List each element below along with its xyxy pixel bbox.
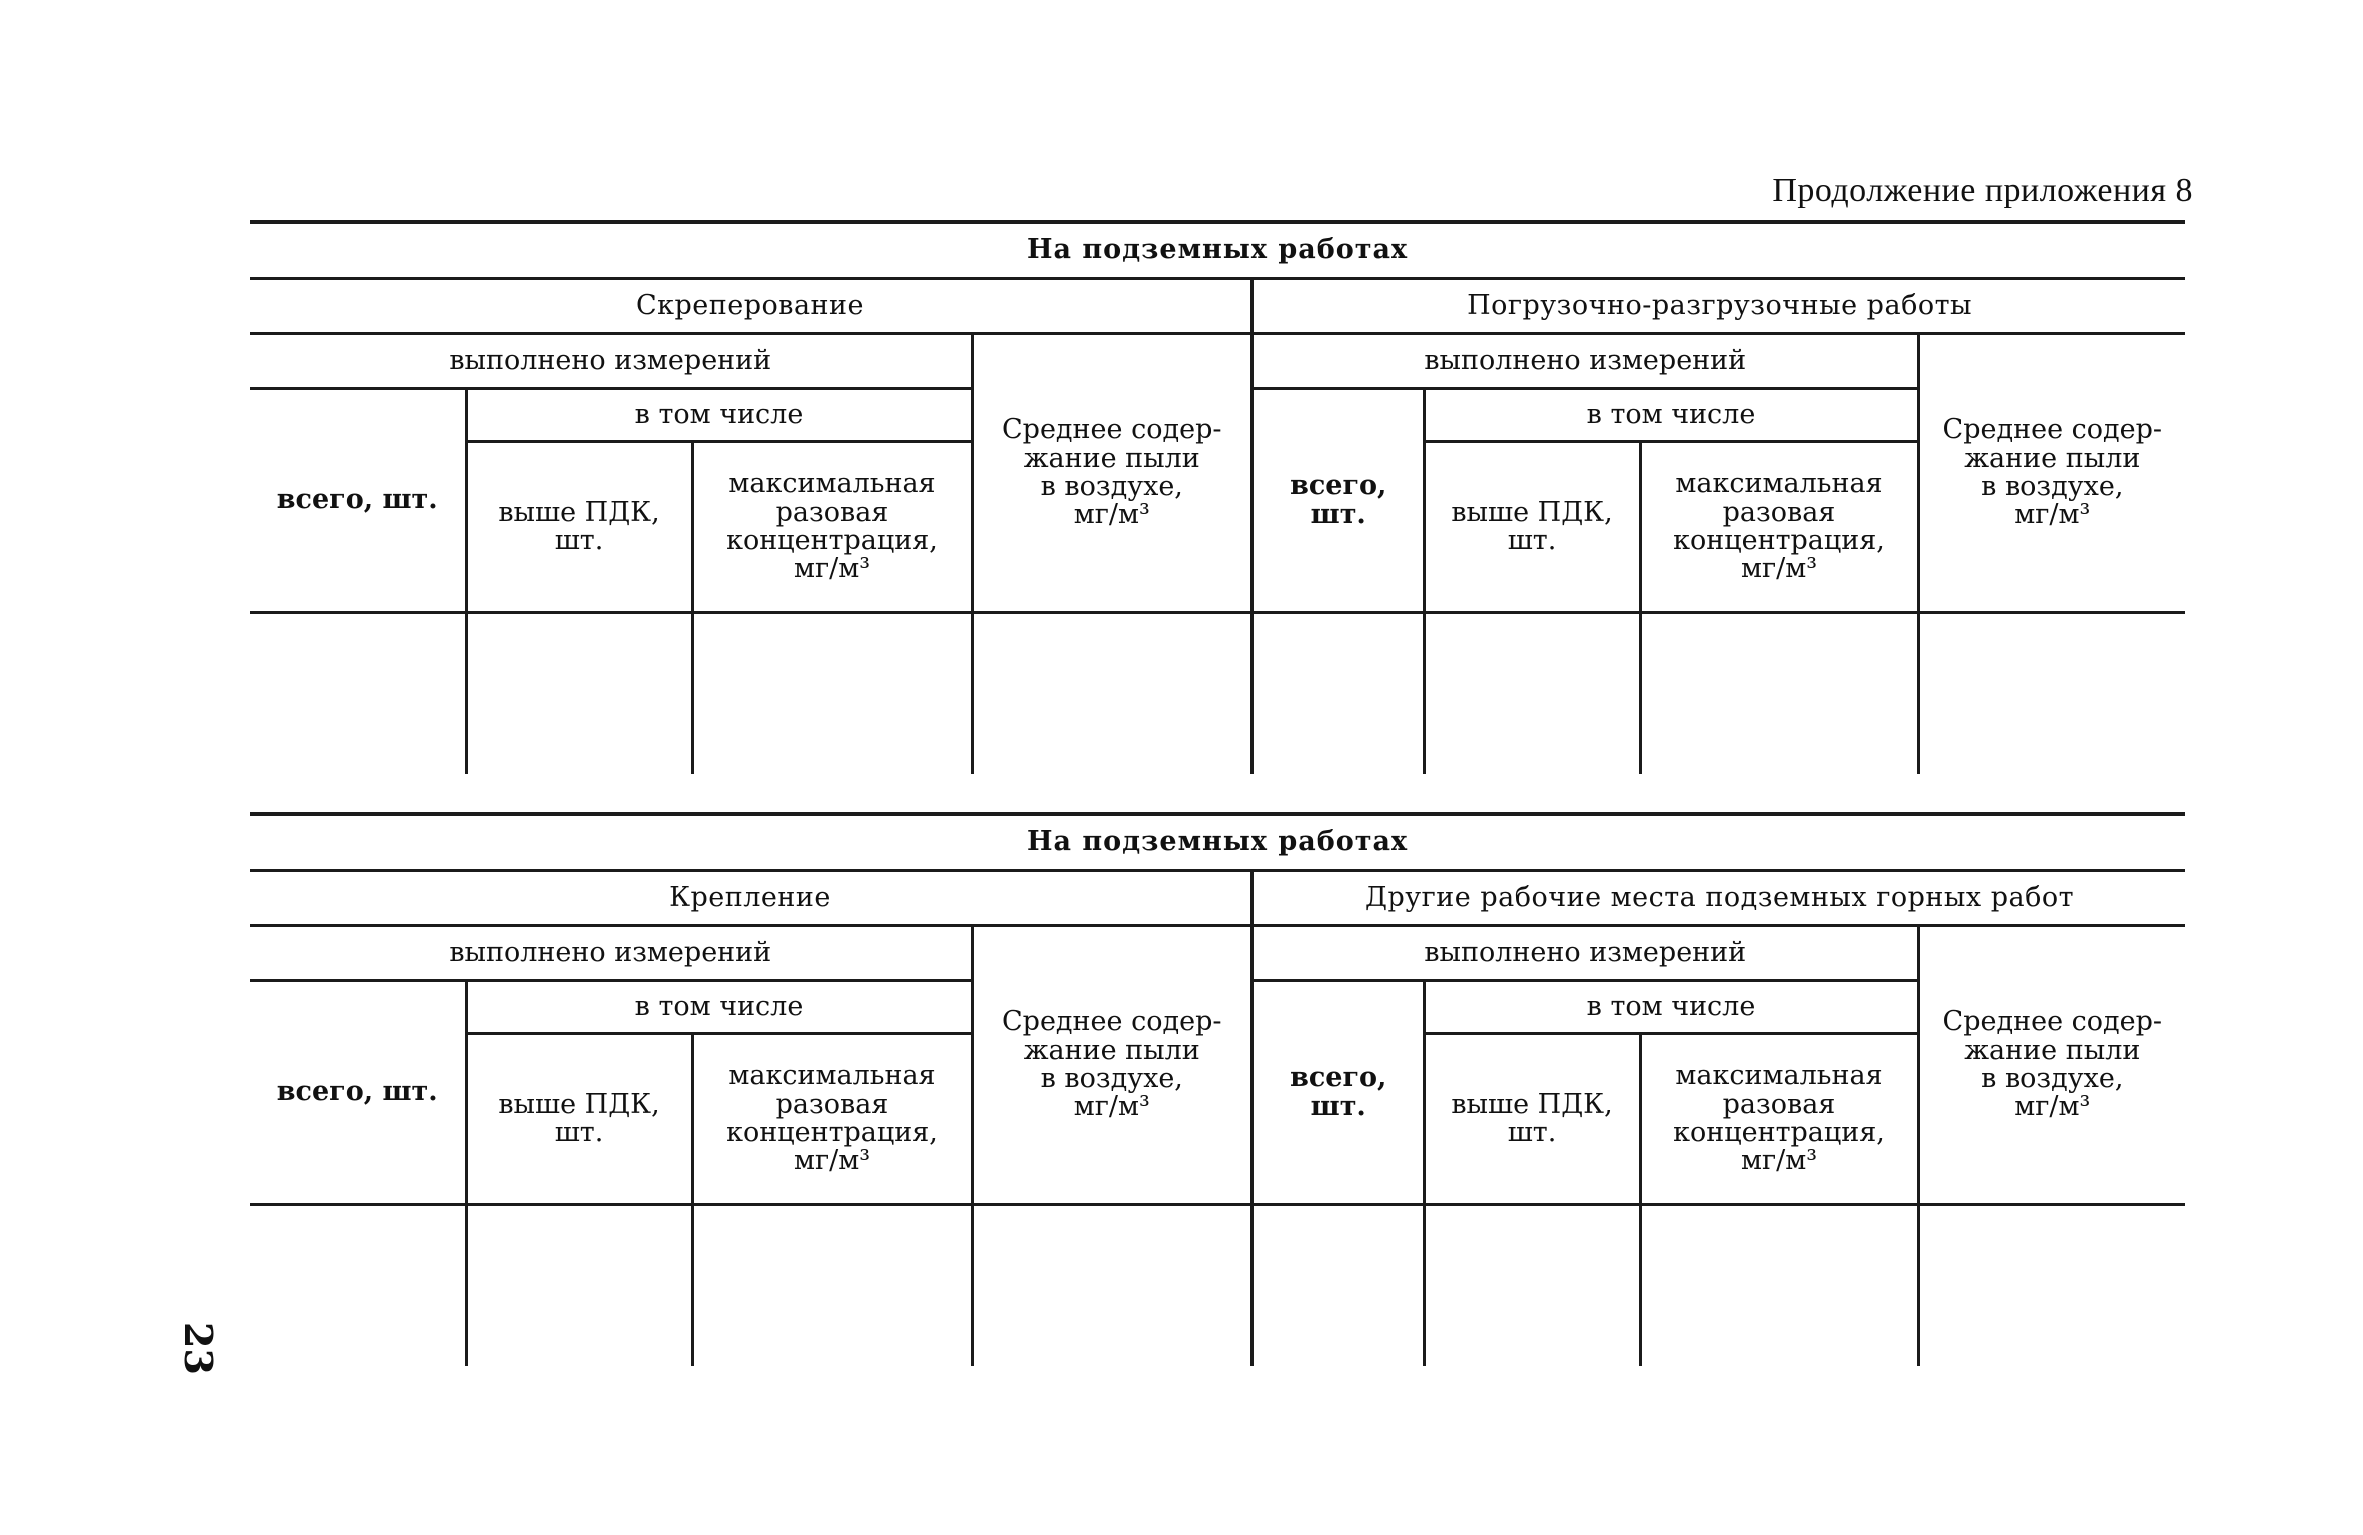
data-cell xyxy=(972,613,1252,775)
data-cell xyxy=(1424,613,1640,775)
avg-dust-header: Среднее содер- жание пыли в воздухе, мг/м³ xyxy=(972,334,1252,613)
total-header: всего, шт. xyxy=(1252,981,1424,1205)
including-header: в том числе xyxy=(1424,981,1918,1034)
section-title: На подземных работах xyxy=(250,222,2185,279)
measured-header: выполнено измерений xyxy=(250,334,972,389)
group-title-other-workplaces: Другие рабочие места подземных горных работ xyxy=(1252,871,2185,926)
including-header: в том числе xyxy=(466,389,972,442)
avg-dust-header: Среднее содер- жание пыли в воздухе, мг/м³ xyxy=(972,926,1252,1205)
data-cell xyxy=(972,1205,1252,1367)
underground-works-table-1 xyxy=(250,220,2185,774)
above-pdk-header: выше ПДК, шт. xyxy=(466,442,692,613)
measured-header: выполнено измерений xyxy=(1252,334,1918,389)
data-cell xyxy=(1252,613,1424,775)
group-title-scraping: Скреперование xyxy=(250,279,1252,334)
total-header: всего, шт. xyxy=(250,981,466,1205)
including-header: в том числе xyxy=(466,981,972,1034)
underground-works-table-2 xyxy=(250,812,2185,1366)
total-header: всего, шт. xyxy=(250,389,466,613)
section-title: На подземных работах xyxy=(250,814,2185,871)
data-cell xyxy=(1640,613,1918,775)
group-title-loading: Погрузочно-разгрузочные работы xyxy=(1252,279,2185,334)
page-number: 23 xyxy=(175,1322,221,1375)
data-cell xyxy=(1252,1205,1424,1367)
total-header: всего, шт. xyxy=(1252,389,1424,613)
data-cell xyxy=(250,1205,466,1367)
group-title-fastening: Крепление xyxy=(250,871,1252,926)
data-cell xyxy=(466,613,692,775)
measured-header: выполнено измерений xyxy=(250,926,972,981)
data-cell xyxy=(692,613,972,775)
avg-dust-header: Среднее содер- жание пыли в воздухе, мг/м³ xyxy=(1918,926,2185,1205)
table-row xyxy=(250,1205,2185,1367)
data-cell xyxy=(1640,1205,1918,1367)
above-pdk-header: выше ПДК, шт. xyxy=(1424,1034,1640,1205)
max-concentration-header: максимальная разовая концентрация, мг/м³ xyxy=(1640,1034,1918,1205)
avg-dust-header: Среднее содер- жание пыли в воздухе, мг/м³ xyxy=(1918,334,2185,613)
data-cell xyxy=(1424,1205,1640,1367)
table-row xyxy=(250,613,2185,775)
max-concentration-header: максимальная разовая концентрация, мг/м³ xyxy=(692,1034,972,1205)
data-cell xyxy=(250,613,466,775)
measured-header: выполнено измерений xyxy=(1252,926,1918,981)
data-cell xyxy=(1918,613,2185,775)
above-pdk-header: выше ПДК, шт. xyxy=(466,1034,692,1205)
max-concentration-header: максимальная разовая концентрация, мг/м³ xyxy=(1640,442,1918,613)
page-title: Продолжение приложения 8 xyxy=(1772,172,2193,209)
including-header: в том числе xyxy=(1424,389,1918,442)
data-cell xyxy=(692,1205,972,1367)
max-concentration-header: максимальная разовая концентрация, мг/м³ xyxy=(692,442,972,613)
data-cell xyxy=(1918,1205,2185,1367)
data-cell xyxy=(466,1205,692,1367)
above-pdk-header: выше ПДК, шт. xyxy=(1424,442,1640,613)
